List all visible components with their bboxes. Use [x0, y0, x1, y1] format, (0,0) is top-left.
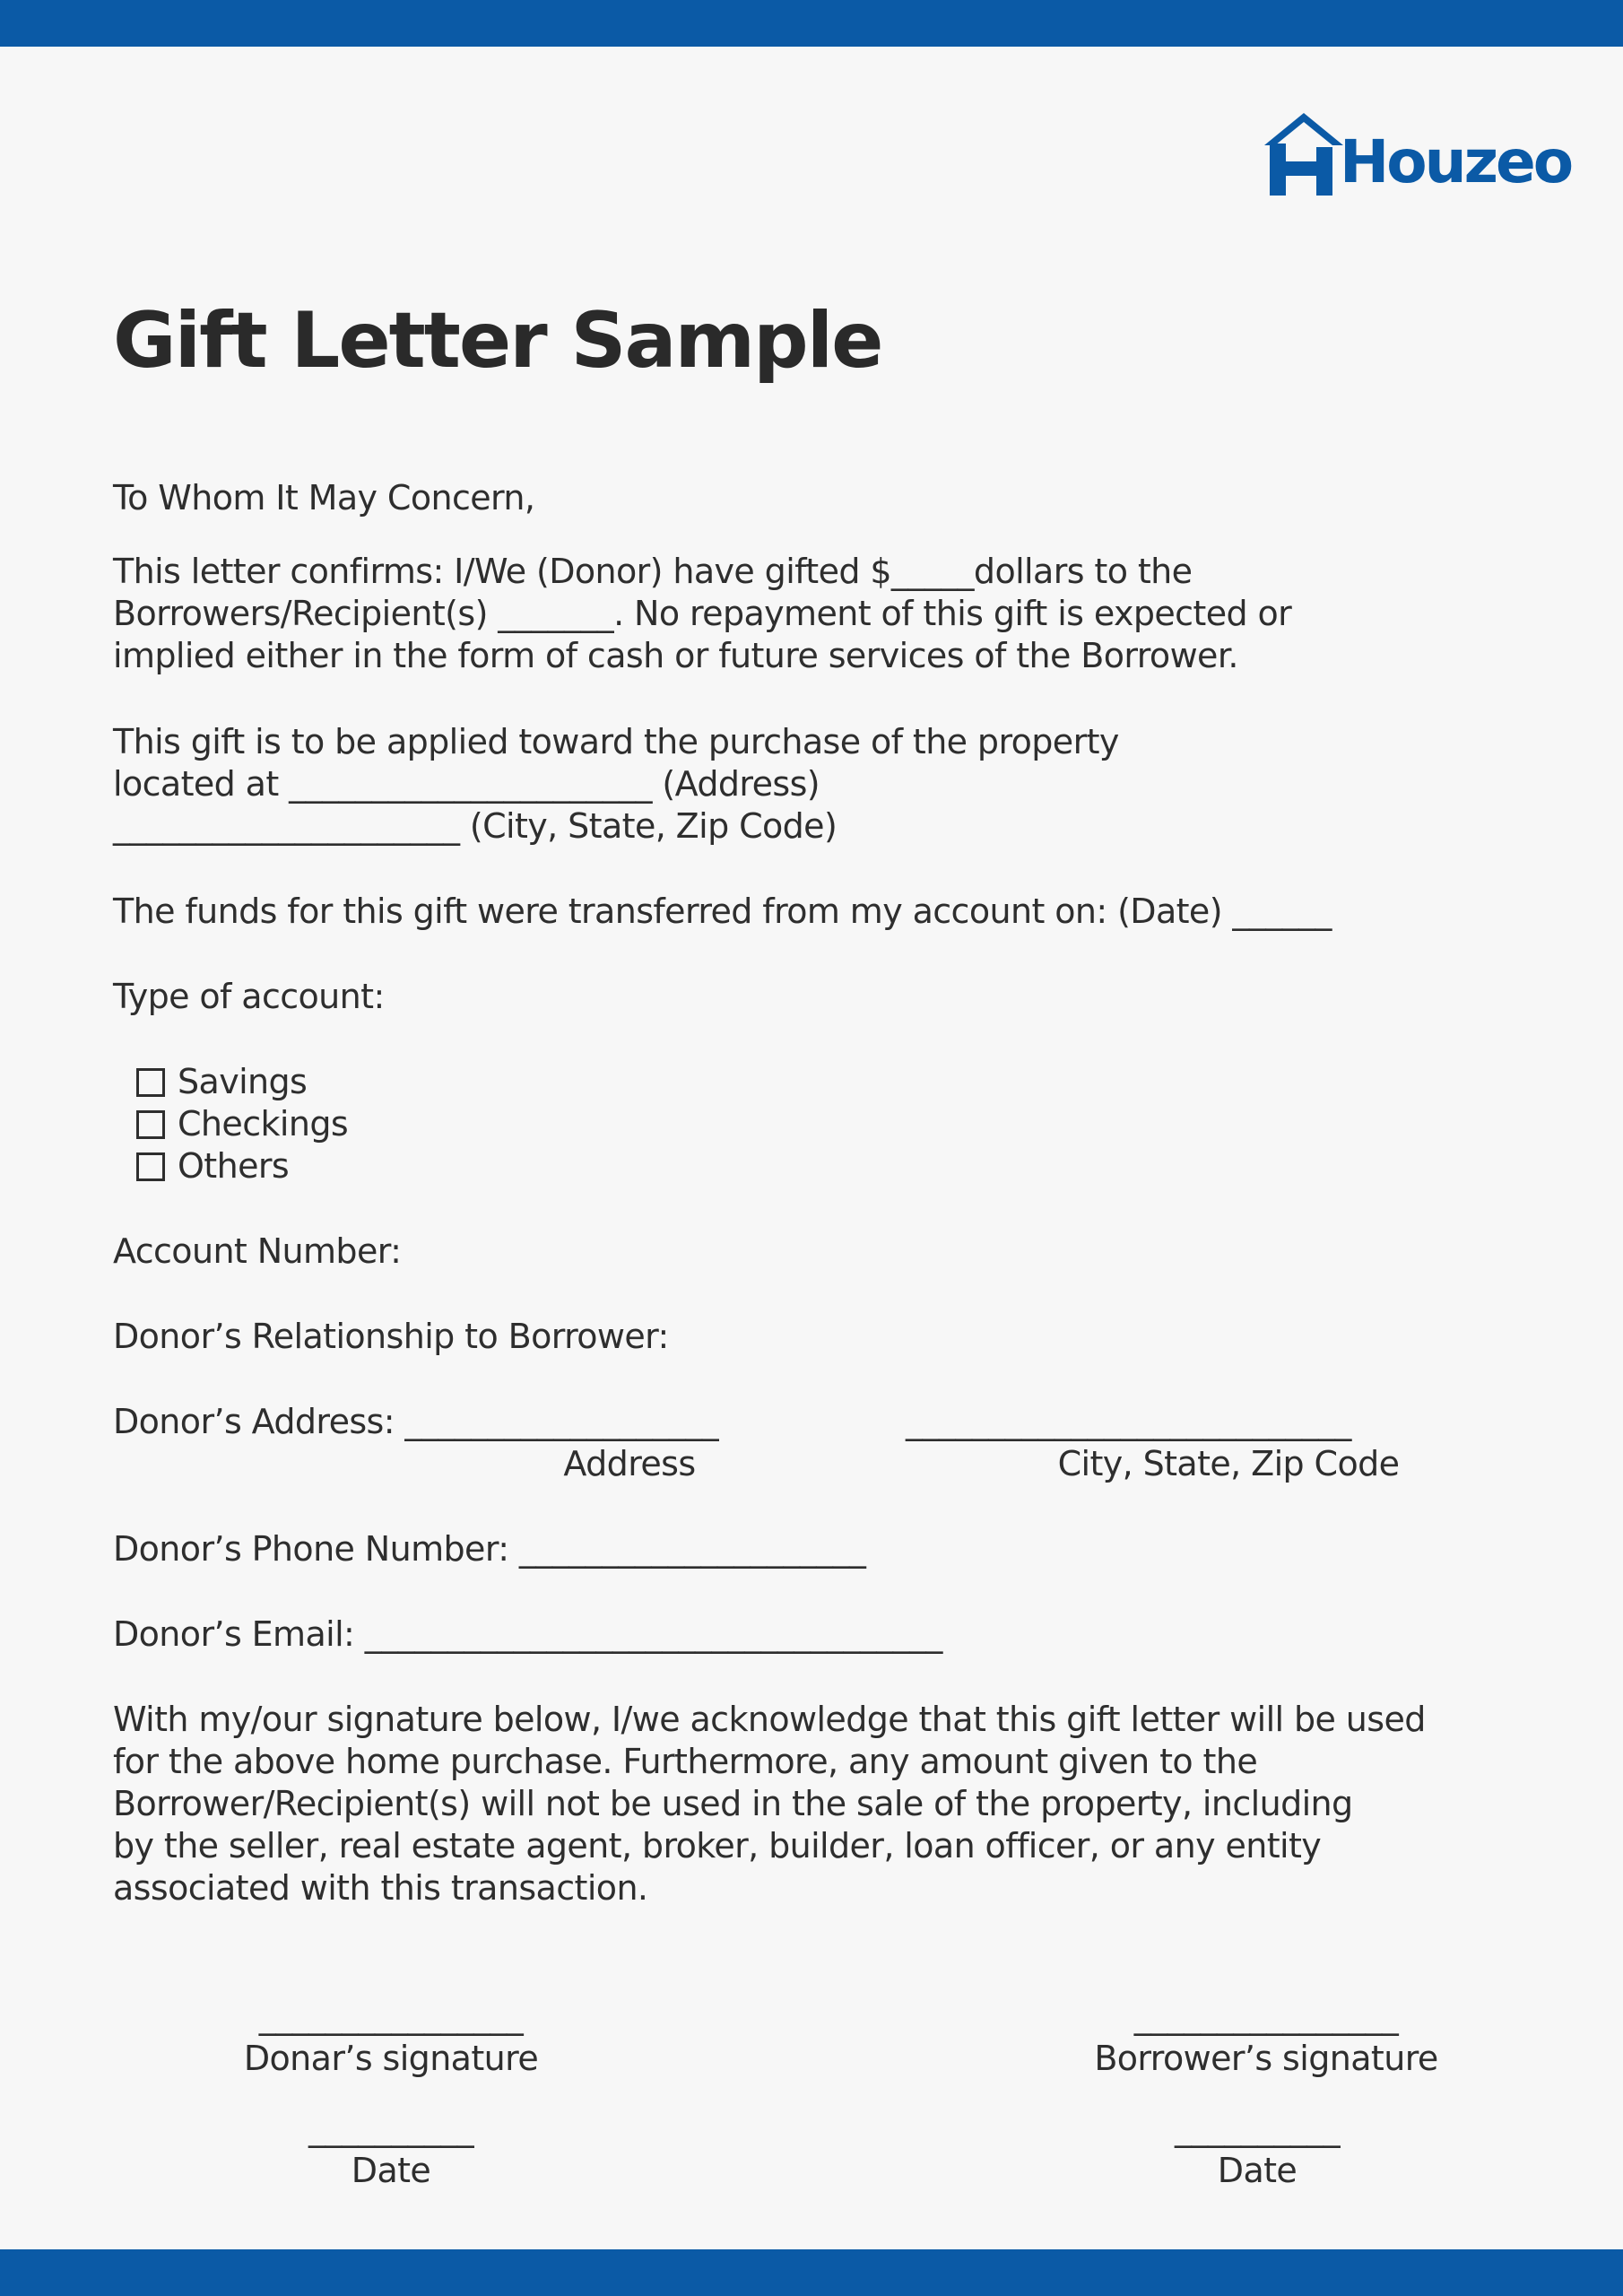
- checkbox-label: Checkings: [178, 1104, 349, 1144]
- house-icon: [1263, 111, 1345, 197]
- donor-signature-caption: Donar’s signature: [243, 2039, 539, 2078]
- salutation: To Whom It May Concern,: [113, 478, 535, 517]
- city-state-zip-caption: City, State, Zip Code: [1057, 1444, 1400, 1483]
- logo-wordmark: Houzeo: [1340, 127, 1572, 196]
- document-title: Gift Letter Sample: [113, 296, 882, 386]
- donor-phone-line: Donor’s Phone Number: _____________________: [113, 1529, 866, 1569]
- para3-line3: Borrower/Recipient(s) will not be used in the sale of the property, including: [113, 1784, 1353, 1823]
- para3-line2: for the above home purchase. Furthermore, any amount given to the: [113, 1742, 1258, 1781]
- para3-line4: by the seller, real estate agent, broker, builder, loan officer, or any entity: [113, 1826, 1322, 1866]
- checkbox-others[interactable]: [136, 1145, 289, 1187]
- funds-transfer-line: The funds for this gift were transferred from my account on: (Date) ______: [113, 891, 1332, 931]
- houzeo-logo: [1263, 108, 1572, 197]
- account-number-label: Account Number:: [113, 1231, 402, 1271]
- donor-city-line: ___________________________: [906, 1402, 1351, 1441]
- donor-email-line: Donor’s Email: ___________________________________: [113, 1614, 942, 1654]
- donor-date-line: __________: [308, 2109, 473, 2148]
- borrower-date-line: __________: [1174, 2109, 1340, 2148]
- para1-line1: This letter confirms: I/We (Donor) have gifted $_____dollars to the: [113, 552, 1193, 591]
- checkbox-savings[interactable]: [136, 1061, 307, 1103]
- para1-line2: Borrowers/Recipient(s) _______. No repayment of this gift is expected or: [113, 594, 1292, 633]
- checkbox-square-icon[interactable]: [136, 1152, 165, 1181]
- para2-line2: located at ______________________ (Address): [113, 764, 820, 804]
- donor-signature-line: ________________: [258, 1996, 524, 2036]
- checkbox-checkings[interactable]: [136, 1103, 348, 1145]
- bottom-band: [0, 2249, 1623, 2296]
- checkbox-square-icon[interactable]: [136, 1110, 165, 1139]
- relationship-label: Donor’s Relationship to Borrower:: [113, 1317, 669, 1356]
- checkbox-label: Savings: [178, 1062, 308, 1101]
- para3-line1: With my/our signature below, I/we acknowledge that this gift letter will be used: [113, 1700, 1426, 1739]
- checkbox-label: Others: [178, 1146, 290, 1186]
- para2-line1: This gift is to be applied toward the purchase of the property: [113, 722, 1119, 761]
- para1-line3: implied either in the form of cash or future services of the Borrower.: [113, 636, 1238, 675]
- donor-address-line: Donor’s Address: ___________________: [113, 1402, 719, 1441]
- para2-line3: _____________________ (City, State, Zip Code): [113, 806, 838, 846]
- borrower-signature-line: ________________: [1133, 1996, 1399, 2036]
- donor-date-caption: Date: [351, 2151, 431, 2190]
- para3-line5: associated with this transaction.: [113, 1868, 648, 1908]
- account-type-label: Type of account:: [113, 977, 385, 1016]
- borrower-date-caption: Date: [1217, 2151, 1298, 2190]
- top-band: [0, 0, 1623, 47]
- address-caption: Address: [563, 1444, 696, 1483]
- borrower-signature-caption: Borrower’s signature: [1094, 2039, 1438, 2078]
- checkbox-square-icon[interactable]: [136, 1068, 165, 1097]
